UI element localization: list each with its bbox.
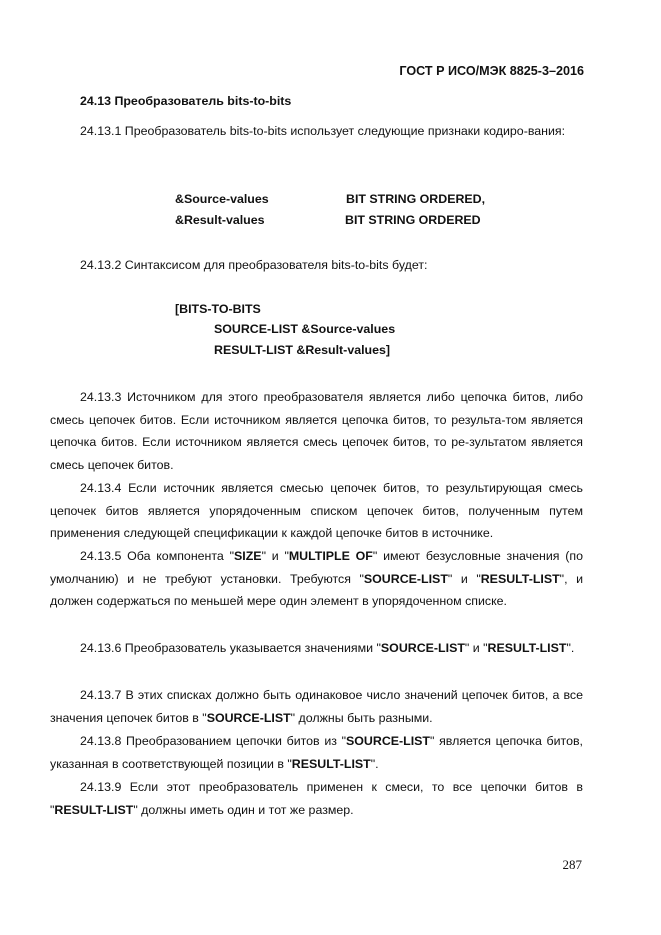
- paragraph-24-13-2: 24.13.2 Синтаксисом для преобразователя bits-to-bits будет:: [80, 258, 428, 272]
- paragraph-24-13-7: 24.13.7 В этих списках должно быть одинаковое число значений цепочек битов, а все значения цепочек битов в "SOURCE-LIST" должны быть разными.: [50, 688, 583, 725]
- document-header: ГОСТ Р ИСО/МЭК 8825-3–2016: [399, 64, 584, 78]
- section-title: 24.13 Преобразователь bits-to-bits: [80, 94, 292, 108]
- code-syntax-line-3: RESULT-LIST &Result-values]: [214, 343, 391, 357]
- paragraph-24-13-9: 24.13.9 Если этот преобразователь применен к смеси, то все цепочки битов в "RESULT-LIST" должны иметь один и тот же размер.: [50, 780, 583, 817]
- code-result-values-type: BIT STRING ORDERED: [345, 213, 481, 227]
- paragraph-24-13-3: 24.13.3 Источником для этого преобразователя является либо цепочка битов, либо смесь цепочек битов. Если источником является цепочка битов, то результа-том является цепочка битов. Если источником является смесь цепочек битов, то ре-зультатом является смесь цепочек битов.: [50, 390, 583, 472]
- code-source-values-name: &Source-values: [175, 192, 269, 206]
- code-syntax-line-1: [BITS-TO-BITS: [175, 302, 261, 316]
- paragraph-24-13-1: 24.13.1 Преобразователь bits-to-bits использует следующие признаки кодиро-вания:: [80, 124, 566, 138]
- code-source-values-type: BIT STRING ORDERED,: [346, 192, 486, 206]
- paragraph-24-13-5: 24.13.5 Оба компонента "SIZE" и "MULTIPLE OF" имеют безусловные значения (по умолчанию) и не требуют установки. Требуются "SOURCE-LIST" и "RESULT-LIST", и должен содержаться по меньшей мере один элемент в упорядоченном списке.: [50, 549, 583, 609]
- page-number: 287: [562, 857, 582, 872]
- paragraph-24-13-4: 24.13.4 Если источник является смесью цепочек битов, то результирующая смесь цепочек битов является упорядоченным списком цепочек битов, полученным путем применения следующей спецификации к каждой цепочке битов в источнике.: [50, 481, 583, 541]
- paragraph-24-13-6: 24.13.6 Преобразователь указывается значениями "SOURCE-LIST" и "RESULT-LIST".: [80, 641, 575, 655]
- code-result-values-name: &Result-values: [175, 213, 265, 227]
- code-syntax-line-2: SOURCE-LIST &Source-values: [214, 322, 396, 336]
- paragraph-24-13-8: 24.13.8 Преобразованием цепочки битов из "SOURCE-LIST" является цепочка битов, указанная в соответствующей позиции в "RESULT-LIST".: [50, 734, 583, 771]
